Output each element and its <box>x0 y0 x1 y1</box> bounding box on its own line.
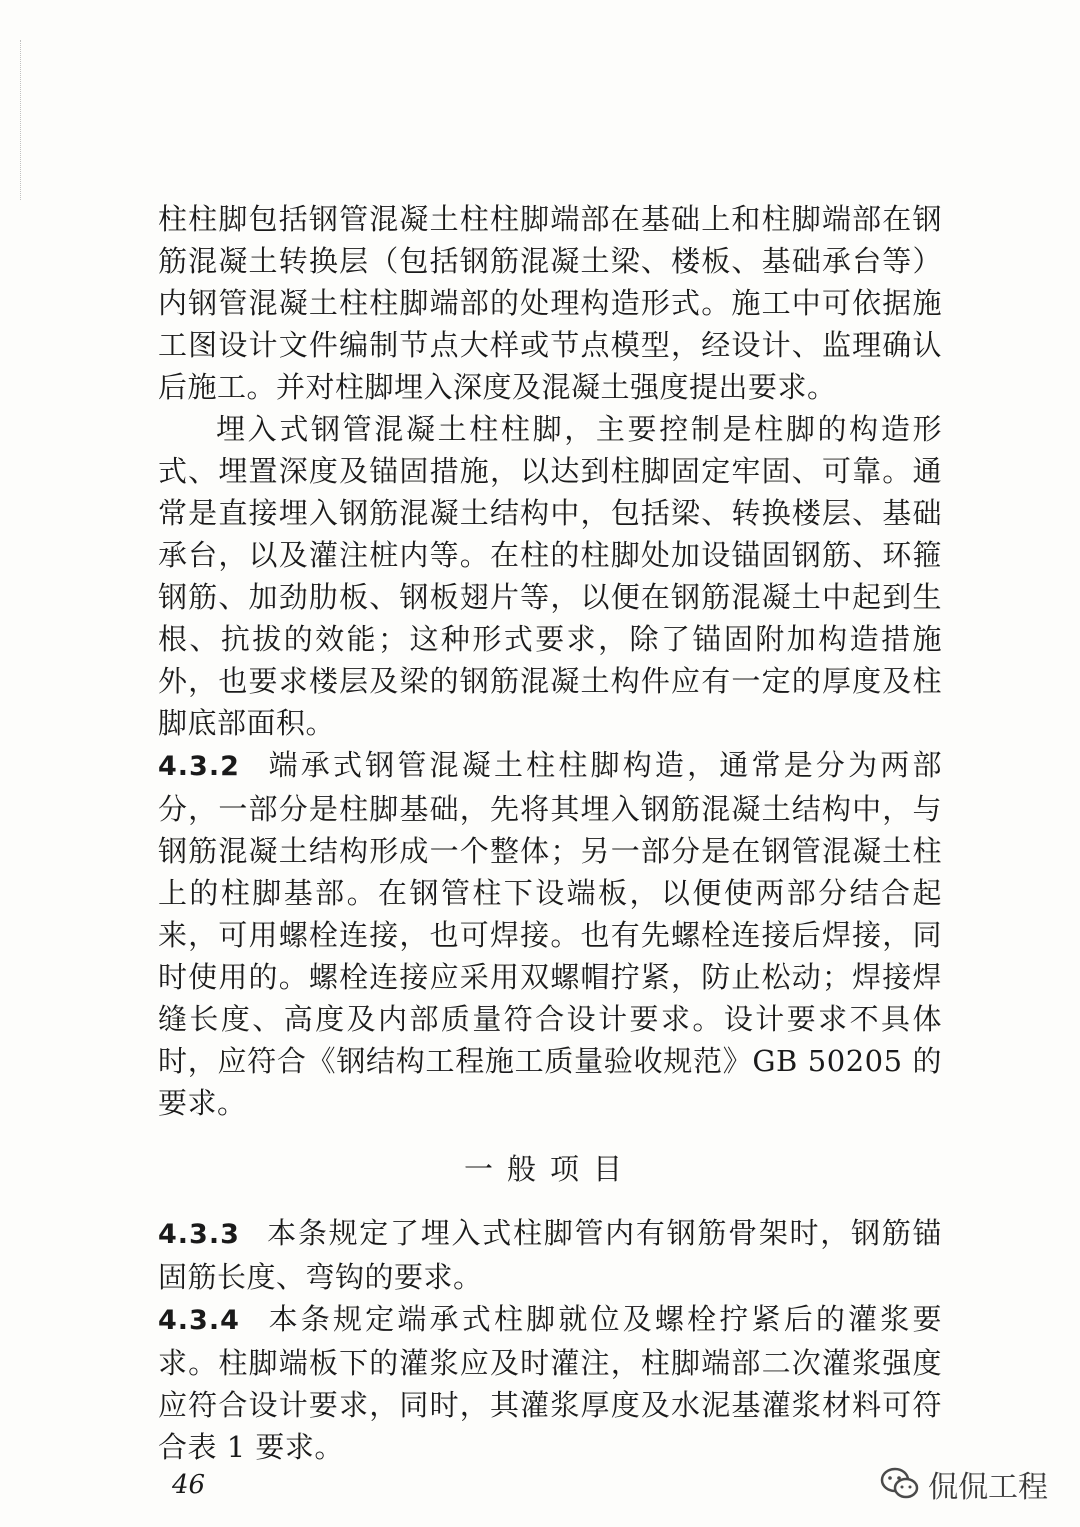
clause-number: 4.3.4 <box>158 1305 240 1336</box>
watermark-text: 侃侃工程 <box>928 1470 1048 1505</box>
wechat-icon <box>880 1467 920 1501</box>
clause-text: 本条规定端承式柱脚就位及螺栓拧紧后的灌浆要求。柱脚端板下的灌浆应及时灌注，柱脚端部二次灌浆强度应符合设计要求，同时，其灌浆厚度及水泥基灌浆材料可符合表 1 要求。 <box>158 1302 942 1464</box>
page-number: 46 <box>172 1470 206 1500</box>
clause-text: 本条规定了埋入式柱脚管内有钢筋骨架时，钢筋锚固筋长度、弯钩的要求。 <box>158 1216 942 1294</box>
binding-margin-marks <box>20 40 25 200</box>
body-text <box>158 198 942 1468</box>
clause-4-3-3 <box>158 1212 942 1298</box>
clause-4-3-2 <box>158 744 942 1124</box>
clause-text: 端承式钢管混凝土柱柱脚构造，通常是分为两部分，一部分是柱脚基础，先将其埋入钢筋混凝土结构中，与钢筋混凝土结构形成一个整体；另一部分是在钢管混凝土柱上的柱脚基部。在钢管柱下设端板，以便使两部分结合起来，可用螺栓连接，也可焊接。也有先螺栓连接后焊接，同时使用的。螺栓连接应采用双螺帽拧紧，防止松动；焊接焊缝长度、高度及内部质量符合设计要求。设计要求不具体时，应符合《钢结构工程施工质量验收规范》GB 50205 的要求。 <box>158 748 942 1120</box>
clause-4-3-4 <box>158 1298 942 1468</box>
clause-number: 4.3.2 <box>158 751 240 782</box>
clause-number: 4.3.3 <box>158 1219 240 1250</box>
watermark <box>880 1462 1048 1506</box>
section-heading: 一般项目 <box>463 1152 636 1186</box>
paragraph-2: 埋入式钢管混凝土柱柱脚，主要控制是柱脚的构造形式、埋置深度及锚固措施，以达到柱脚固定牢固、可靠。通常是直接埋入钢筋混凝土结构中，包括梁、转换楼层、基础承台，以及灌注桩内等。在柱的柱脚处加设锚固钢筋、环箍钢筋、加劲肋板、钢板翅片等，以便在钢筋混凝土中起到生根、抗拔的效能；这种形式要求，除了锚固附加构造措施外，也要求楼层及梁的钢筋混凝土构件应有一定的厚度及柱脚底部面积。 <box>158 412 942 740</box>
paragraph-1: 柱柱脚包括钢管混凝土柱柱脚端部在基础上和柱脚端部在钢筋混凝土转换层（包括钢筋混凝土梁、楼板、基础承台等）内钢管混凝土柱柱脚端部的处理构造形式。施工中可依据施工图设计文件编制节点大样或节点模型，经设计、监理确认后施工。并对柱脚埋入深度及混凝土强度提出要求。 <box>158 202 942 404</box>
